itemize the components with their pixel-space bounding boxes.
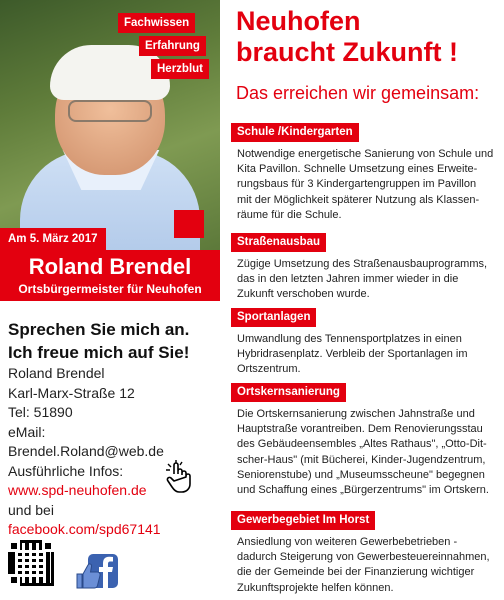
tag-herzblut: Herzblut [151,59,209,79]
text-line: das in den letzten Jahren immer wieder in die [237,273,459,286]
text-line: dadurch Steigerung von Gewerbesteuereinnahmen, [237,551,490,564]
section-title: Ortskernsanierung [231,383,346,402]
tag-erfahrung: Erfahrung [139,36,206,56]
contact-street: Karl-Marx-Straße 12 [8,384,135,401]
headline [236,6,498,68]
section-title: Schule /Kindergarten [231,123,359,142]
text-line: Ansiedlung von weiteren Gewerbebetrieben - [237,536,458,548]
pointing-hand-icon [164,460,192,494]
photo-glasses [68,100,152,122]
qr-finder-bottom-left [8,574,20,586]
text-line: Hauptstraße vorantreiben. Dem Renovierungsstau [237,423,483,436]
contact-and: und bei [8,501,54,518]
tag-fachwissen: Fachwissen [118,13,195,33]
text-line: des Gebäudeensembles „Altes Rathaus", „Otto-Dit- [237,438,487,451]
section-text [231,332,501,378]
text-line: rungsbaus für 3 Kindergartengruppen im Pavillon [237,178,477,191]
text-line: Zukunft verschoben wurde. [237,288,370,301]
section-text [231,147,501,223]
facebook-like-icon[interactable] [74,552,120,592]
text-line: Zügige Umsetzung des Straßenausbauprogramms, [237,258,488,270]
text-line: räume für die Schule. [237,208,342,221]
section-schule [231,122,501,223]
text-line: Ortszentrum. [237,363,301,376]
slogan-line-2: Ich freue mich auf Sie! [8,343,190,362]
election-date-badge: Am 5. März 2017 [0,228,106,250]
section-text [231,257,501,303]
text-line: scher-Haus" (mit Bücherei, Kinder-Jugendzentrum, [237,453,486,466]
section-title: Gewerbegebiet Im Horst [231,511,375,530]
text-line: Zukunftsprojekte helfen können. [237,581,394,594]
text-line: Notwendige energetische Sanierung von Schule und [237,148,494,160]
text-line: und Schaffung eines „Bürgerzentrums" im Ortskern. [237,484,489,497]
section-title: Sportanlagen [231,308,316,327]
text-line: Seniorenstube) und „Museumsscheune" begegnen [237,468,485,481]
qr-code-pattern [17,549,45,577]
contact-info-label: Ausführliche Infos: [8,462,124,479]
website-link[interactable]: www.spd-neuhofen.de [8,482,147,498]
candidate-name: Roland Brendel [28,254,192,279]
contact-email-label: eMail: [8,423,46,440]
contact-email[interactable]: Brendel.Roland@web.de [8,443,164,459]
qr-finder-top-left [8,540,20,552]
qr-code[interactable] [8,540,54,586]
headline-line-1: Neuhofen [236,6,361,36]
text-line: Kita Pavillon. Schnelle Umsetzung eines Erweite- [237,163,478,176]
candidate-role: Ortsbürgermeister für Neuhofen [18,282,202,296]
section-strassenausbau [231,232,501,303]
text-line: Die Ortskernsanierung zwischen Jahnstraße und [237,408,475,420]
text-line: die der Gemeinde bei der Finanzierung wichtiger [237,566,475,579]
section-text [231,407,501,498]
spd-logo-box [174,210,204,238]
section-sportanlagen [231,307,501,378]
slogan-line-1: Sprechen Sie mich an. [8,320,190,339]
section-title: Straßenausbau [231,233,326,252]
contact-block [8,364,220,540]
subheadline: Das erreichen wir gemeinsam: [236,83,480,103]
headline-line-2: braucht Zukunft ! [236,37,458,67]
contact-name: Roland Brendel [8,365,105,381]
candidate-name-banner [0,250,220,301]
slogan [8,318,220,364]
qr-finder-top-right [42,540,54,552]
text-line: Umwandlung des Tennensportplatzes in einen [237,333,462,345]
text-line: mit der Möglichkeit späterer Nutzung als Klassen- [237,193,480,206]
section-gewerbegebiet [231,510,501,596]
facebook-link[interactable]: facebook.com/spd67141 [8,521,161,537]
text-line: Hybridrasenplatz. Verbleib der Sportanlagen im [237,348,468,361]
section-ortskernsanierung [231,382,501,498]
contact-tel: Tel: 51890 [8,404,73,420]
section-text [231,535,501,596]
